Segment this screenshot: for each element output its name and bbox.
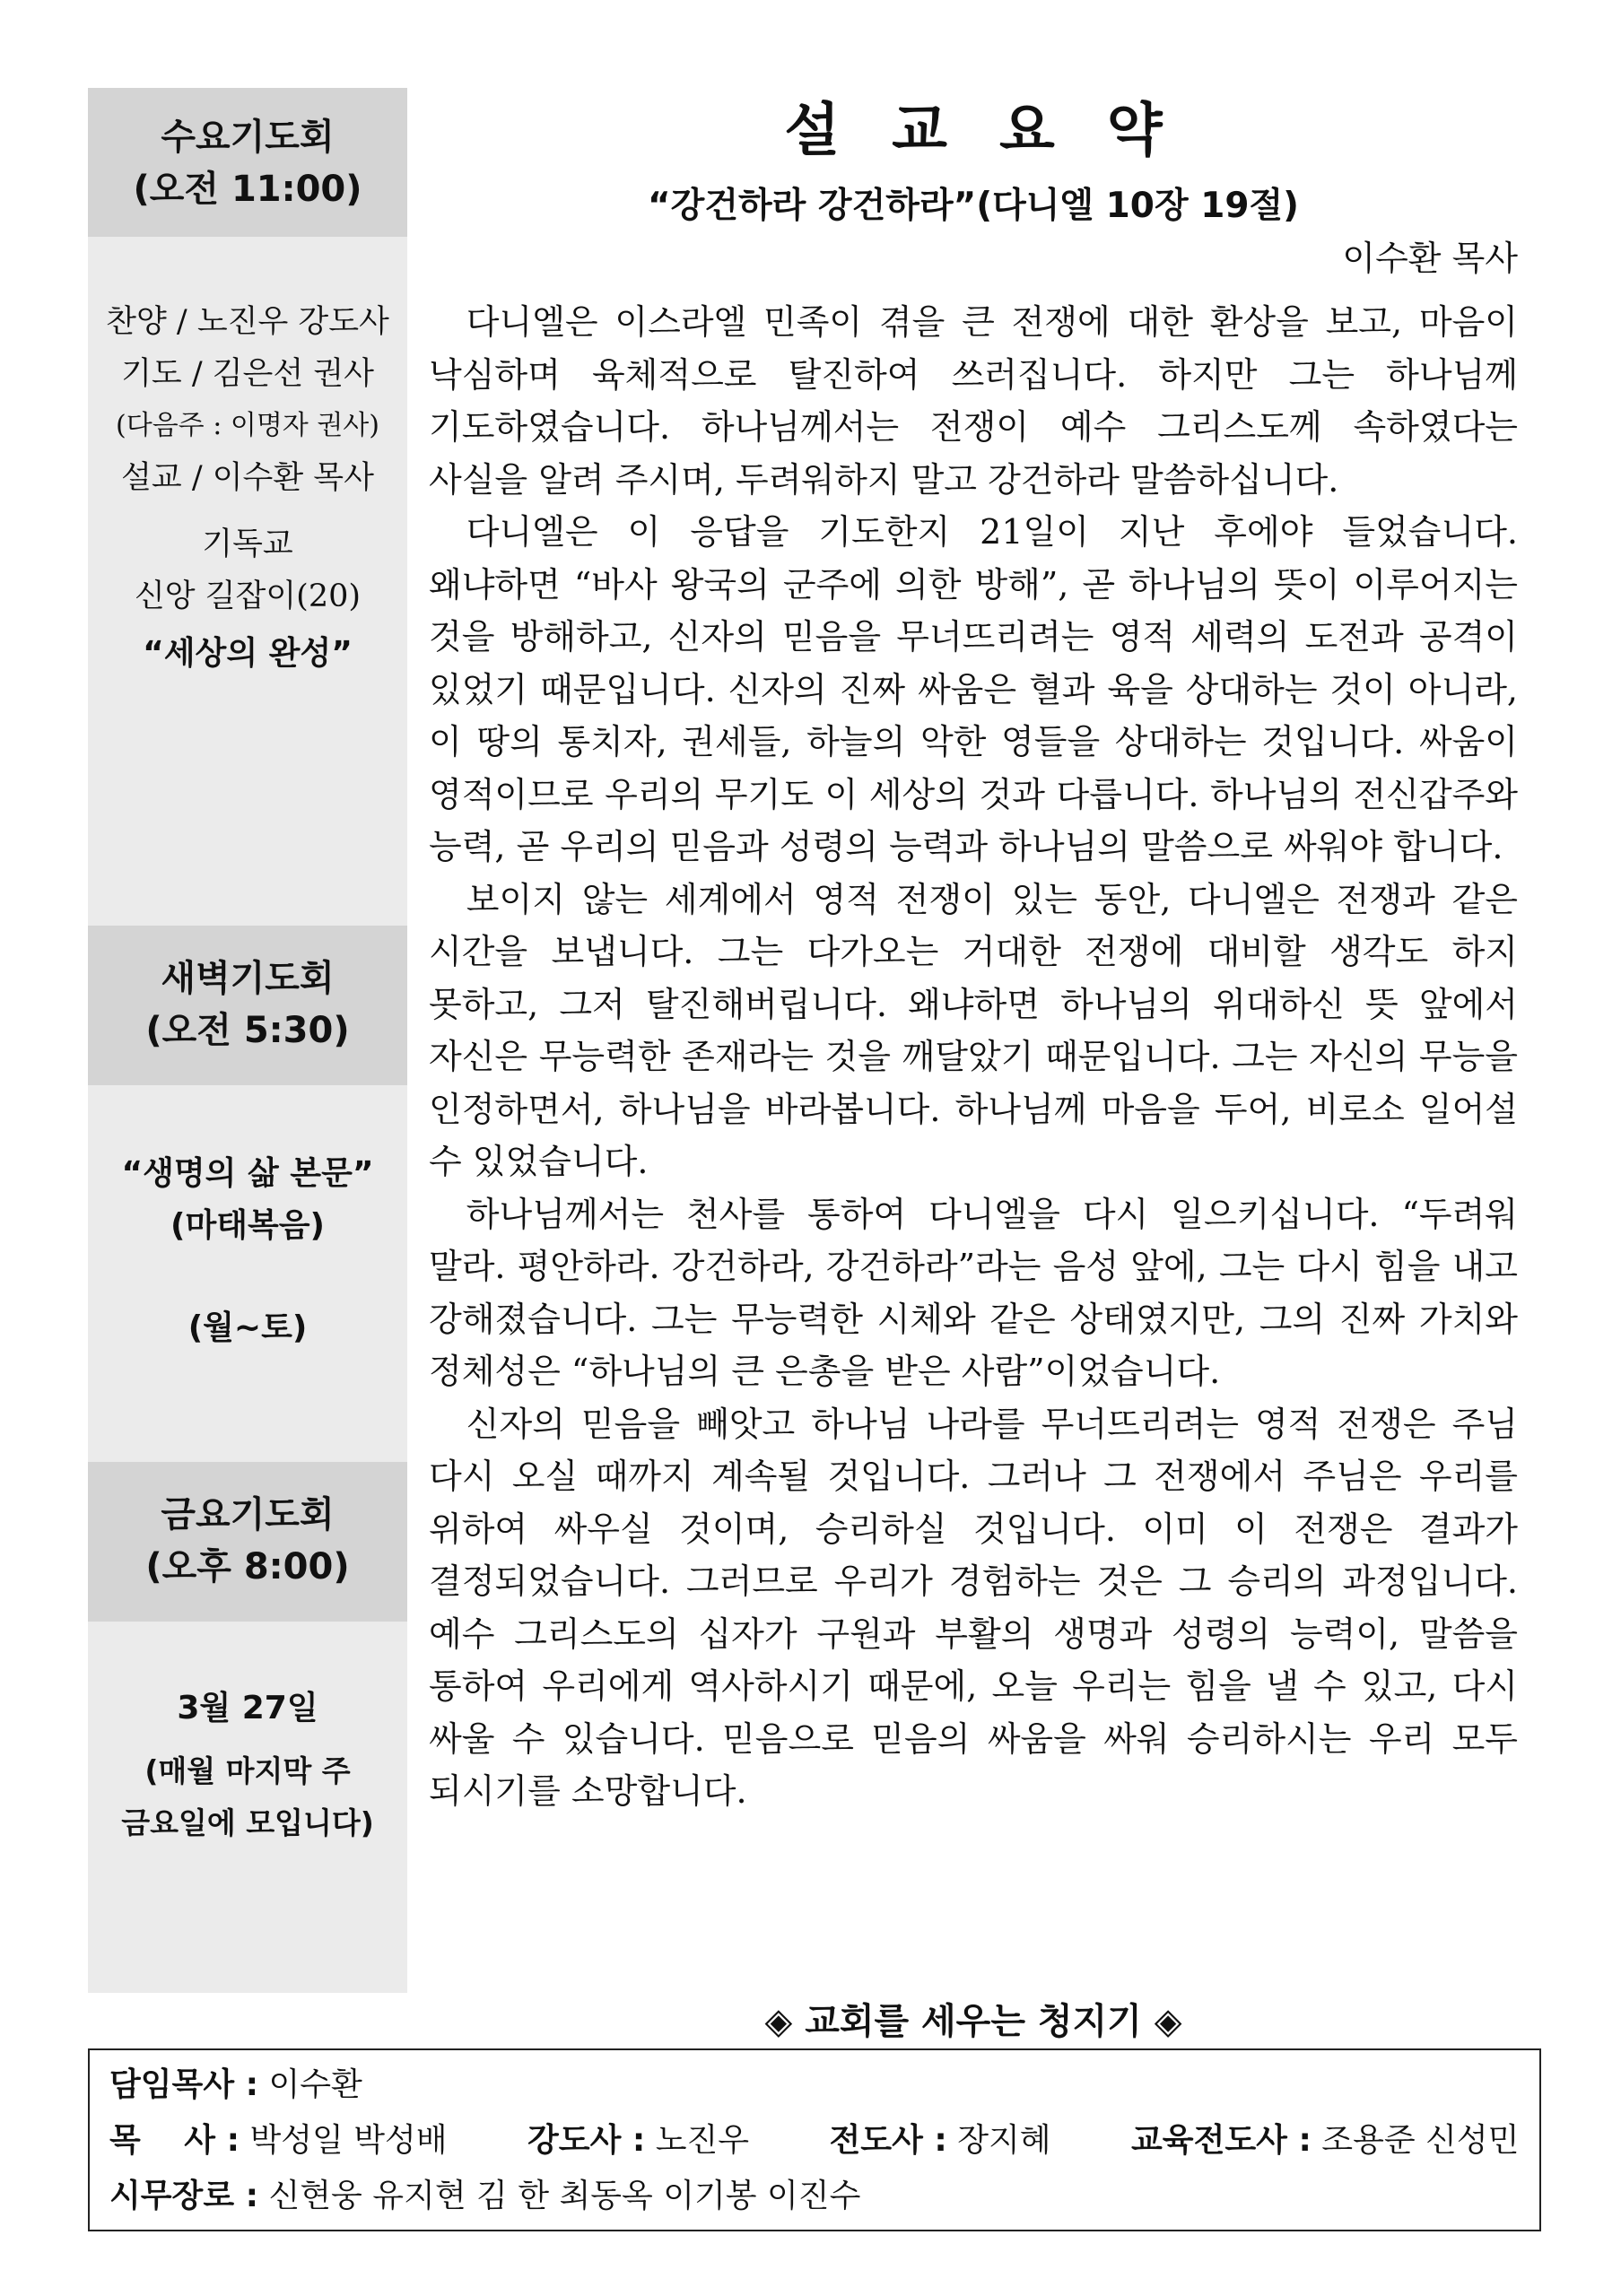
praise-role: 찬양 / 노진우 강도사 bbox=[106, 304, 389, 340]
stewards-section-title: ◈ 교회를 세우는 청지기 ◈ bbox=[764, 2001, 1182, 2042]
elders-label: 시무장로 : bbox=[109, 2178, 259, 2214]
senior-pastor-label: 담임목사 : bbox=[109, 2066, 259, 2103]
stewards-box bbox=[88, 2048, 1541, 2231]
friday-note-line1: (매월 마지막 주 bbox=[144, 1753, 351, 1788]
wednesday-prayer-details bbox=[88, 237, 407, 926]
elders-line bbox=[109, 2169, 1520, 2224]
dawn-prayer-details bbox=[88, 1085, 407, 1462]
dawn-prayer-title: 새벽기도회 bbox=[161, 958, 335, 999]
next-week-prayer: (다음주 : 이명자 권사) bbox=[116, 410, 379, 441]
sermon-body bbox=[429, 296, 1518, 1818]
senior-pastor-name: 이수환 bbox=[268, 2066, 362, 2103]
education-preacher-names: 조용준 신성민 bbox=[1321, 2122, 1520, 2159]
sermon-role: 설교 / 이수환 목사 bbox=[121, 460, 374, 496]
sermon-author: 이수환 목사 bbox=[1342, 239, 1518, 278]
series-topic: “세상의 완성” bbox=[143, 635, 353, 672]
sermon-paragraph: 하나님께서는 천사를 통하여 다니엘을 다시 일으키십니다. “두려워 말라. 평안하라. 강건하라, 강건하라”라는 음성 앞에, 그는 다시 힘을 내고 강해졌습니다. 그는 무능력한 시체와 같은 상태였지만, 그의 진짜 가치와 정체성은 “하나님의 큰 은총을 받은 사람”이었습니다. bbox=[429, 1194, 1518, 1391]
wednesday-prayer-title: 수요기도회 bbox=[161, 117, 335, 158]
friday-note-line2: 금요일에 모입니다) bbox=[121, 1805, 374, 1840]
sermon-paragraph: 보이지 않는 세계에서 영적 전쟁이 있는 동안, 다니엘은 전쟁과 같은 시간을 보냅니다. 그는 다가오는 거대한 전쟁에 대비할 생각도 하지 못하고, 그저 탈진해버립니다. 왜냐하면 하나님의 위대하신 뜻 앞에서 자신은 무능력한 존재라는 것을 깨달았기 때문입니다. 그는 자신의 무능을 인정하면서, 하나님을 바라봅니다. 하나님께 마음을 두어, 비로소 일어설 수 있었습니다. bbox=[429, 879, 1518, 1181]
dawn-text-book: (마태복음) bbox=[170, 1207, 325, 1244]
series-name: 기독교 bbox=[202, 526, 293, 562]
elders-names: 신현웅 유지현 김 한 최동옥 이기봉 이진수 bbox=[268, 2178, 861, 2214]
wednesday-prayer-header bbox=[88, 88, 407, 237]
ministers-line bbox=[109, 2113, 1520, 2169]
series-subtitle: 신앙 길잡이(20) bbox=[134, 578, 362, 614]
friday-date: 3월 27일 bbox=[177, 1690, 318, 1726]
dawn-days: (월~토) bbox=[187, 1309, 308, 1346]
pastor-names: 박성일 박성배 bbox=[249, 2122, 448, 2159]
preacher-name: 장지혜 bbox=[957, 2122, 1051, 2159]
sermon-subtitle: “강건하라 강건하라”(다니엘 10장 19절) bbox=[648, 186, 1299, 226]
friday-prayer-details bbox=[88, 1622, 407, 1993]
dawn-prayer-header bbox=[88, 926, 407, 1085]
pastor-label: 목 사 : bbox=[109, 2122, 240, 2159]
senior-pastor-line bbox=[109, 2057, 1520, 2113]
dawn-prayer-time: (오전 5:30) bbox=[145, 1010, 350, 1051]
wednesday-prayer-time: (오전 11:00) bbox=[133, 169, 362, 210]
education-preacher-label: 교육전도사 : bbox=[1131, 2122, 1312, 2159]
friday-prayer-title: 금요기도회 bbox=[161, 1494, 335, 1535]
evangelist-name: 노진우 bbox=[655, 2122, 750, 2159]
evangelist-label: 강도사 : bbox=[527, 2122, 646, 2159]
friday-prayer-header bbox=[88, 1462, 407, 1622]
sermon-paragraph: 다니엘은 이스라엘 민족이 겪을 큰 전쟁에 대한 환상을 보고, 마음이 낙심하며 육체적으로 탈진하여 쓰러집니다. 하지만 그는 하나님께 기도하였습니다. 하나님께서는 전쟁이 예수 그리스도께 속하였다는 사실을 알려 주시며, 두려워하지 말고 강건하라 말씀하십니다. bbox=[429, 302, 1518, 500]
worship-schedule-sidebar bbox=[88, 88, 407, 1993]
preacher-label: 전도사 : bbox=[829, 2122, 947, 2159]
sermon-title: 설교요약 bbox=[784, 98, 1215, 164]
sermon-paragraph: 신자의 믿음을 빼앗고 하나님 나라를 무너뜨리려는 영적 전쟁은 주님 다시 오실 때까지 계속될 것입니다. 그러나 그 전쟁에서 주님은 우리를 위하여 싸우실 것이며, 승리하실 것입니다. 이미 이 전쟁은 결과가 결정되었습니다. 그러므로 우리가 경험하는 것은 그 승리의 과정입니다. 예수 그리스도의 십자가 구원과 부활의 생명과 성령의 능력이, 말씀을 통하여 우리에게 역사하시기 때문에, 오늘 우리는 힘을 낼 수 있고, 다시 싸울 수 있습니다. 믿음으로 믿음의 싸움을 싸워 승리하시는 우리 모두 되시기를 소망합니다. bbox=[429, 1404, 1518, 1811]
dawn-text-title: “생명의 삶 본문” bbox=[121, 1155, 374, 1192]
prayer-role: 기도 / 김은선 권사 bbox=[121, 356, 374, 392]
friday-prayer-time: (오후 8:00) bbox=[145, 1546, 350, 1587]
sermon-paragraph: 다니엘은 이 응답을 기도한지 21일이 지난 후에야 들었습니다. 왜냐하면 “바사 왕국의 군주에 의한 방해”, 곧 하나님의 뜻이 이루어지는 것을 방해하고, 신자의 믿음을 무너뜨리려는 영적 세력의 도전과 공격이 있었기 때문입니다. 신자의 진짜 싸움은 혈과 육을 상대하는 것이 아니라, 이 땅의 통치자, 권세들, 하늘의 악한 영들을 상대하는 것입니다. 싸움이 영적이므로 우리의 무기도 이 세상의 것과 다릅니다. 하나님의 전신갑주와 능력, 곧 우리의 믿음과 성령의 능력과 하나님의 말씀으로 싸워야 합니다. bbox=[429, 512, 1518, 866]
